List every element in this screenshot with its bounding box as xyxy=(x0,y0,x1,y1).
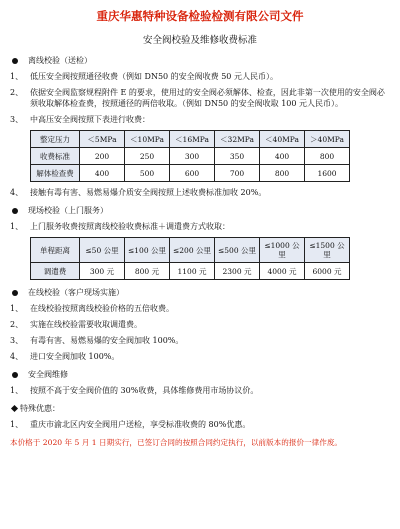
item-number: 1、 xyxy=(10,386,24,395)
item-number: 2、 xyxy=(10,320,24,329)
table-cell: 整定压力 xyxy=(31,131,80,148)
list-item xyxy=(10,303,390,314)
table-cell: 800 xyxy=(305,148,350,165)
table-cell: 500 xyxy=(125,165,170,182)
section-title: 离线校验（送检） xyxy=(28,56,92,65)
section-discount-heading xyxy=(10,403,390,414)
item-text: 中高压安全阀按照下表进行收费： xyxy=(30,115,150,124)
bullet-icon xyxy=(12,58,18,64)
table-row xyxy=(31,263,350,280)
table-cell: ≤1000 公里 xyxy=(260,238,305,263)
section-offline-heading xyxy=(10,55,390,66)
section-inline-heading xyxy=(10,287,390,298)
table-cell: 解体检查费 xyxy=(31,165,80,182)
list-item xyxy=(10,187,390,198)
table-cell: ＜32MPa xyxy=(215,131,260,148)
table-cell: 4000 元 xyxy=(260,263,305,280)
section-title: 特殊优惠： xyxy=(20,404,60,413)
list-item xyxy=(10,319,390,330)
dispatch-fee-table xyxy=(30,237,350,280)
table-cell: 250 xyxy=(125,148,170,165)
table-row xyxy=(31,165,350,182)
item-number: 1、 xyxy=(10,222,24,231)
list-item xyxy=(10,419,390,430)
list-item xyxy=(10,71,390,82)
bullet-icon xyxy=(12,290,18,296)
table-cell: 6000 元 xyxy=(305,263,350,280)
item-number: 1、 xyxy=(10,420,24,429)
table-cell: ≤100 公里 xyxy=(125,238,170,263)
table-cell: 1600 xyxy=(305,165,350,182)
table-cell: ≤1500 公里 xyxy=(305,238,350,263)
table-cell: 600 xyxy=(170,165,215,182)
item-text: 依据安全阀监察规程附件 E 的要求，使用过的安全阀必须解体、检查，因此非第一次使用的安全阀必须收取解体检查费，按照通径的两倍收取。（例如 DN50 的安全阀收取 100 元人民币）。 xyxy=(30,88,385,108)
table-cell: 400 xyxy=(260,148,305,165)
item-text: 进口安全阀加收 100%。 xyxy=(30,352,120,361)
table-cell: ＞40MPa xyxy=(305,131,350,148)
item-text: 按照不高于安全阀价值的 30%收费，具体维修费用市场协议价。 xyxy=(30,386,259,395)
table-cell: ＜5MPa xyxy=(80,131,125,148)
section-title: 安全阀维修 xyxy=(28,370,68,379)
table-cell: ＜40MPa xyxy=(260,131,305,148)
table-cell: 800 元 xyxy=(125,263,170,280)
table-cell: ＜16MPa xyxy=(170,131,215,148)
list-item xyxy=(10,221,390,232)
item-number: 4、 xyxy=(10,352,24,361)
table-row xyxy=(31,131,350,148)
item-text: 接触有毒有害、易燃易爆介质安全阀按照上述收费标准加收 20%。 xyxy=(30,188,267,197)
item-text: 在线校验按照离线校验价格的五倍收费。 xyxy=(30,304,174,313)
table-cell: 400 xyxy=(80,165,125,182)
list-item xyxy=(10,351,390,362)
list-item xyxy=(10,114,390,125)
section-onsite-heading xyxy=(10,205,390,216)
table-cell: 单程距离 xyxy=(31,238,80,263)
item-number: 1、 xyxy=(10,72,24,81)
bullet-icon xyxy=(12,208,18,214)
item-text: 低压安全阀按照通径收费（例如 DN50 的安全阀收费 50 元人民币）。 xyxy=(30,72,278,81)
table-cell: 700 xyxy=(215,165,260,182)
bullet-icon xyxy=(12,372,18,378)
table-cell: ≤50 公里 xyxy=(80,238,125,263)
table-row xyxy=(31,238,350,263)
item-text: 上门服务收费按照离线校验收费标准＋调遣费方式收取： xyxy=(30,222,230,231)
section-title: 在线校验（客户现场实施） xyxy=(28,288,124,297)
table-cell: 350 xyxy=(215,148,260,165)
document-subtitle: 安全阀校验及维修收费标准 xyxy=(142,35,257,46)
item-text: 实施在线校验需要收取调遣费。 xyxy=(30,320,142,329)
table-cell: 调遣费 xyxy=(31,263,80,280)
item-text: 重庆市渝北区内安全阀用户送检，享受标准收费的 80%优惠。 xyxy=(30,420,251,429)
table-cell: 收费标准 xyxy=(31,148,80,165)
list-item xyxy=(10,87,390,109)
section-title: 现场校验（上门服务） xyxy=(28,206,108,215)
item-number: 4、 xyxy=(10,188,24,197)
table-cell: ≤500 公里 xyxy=(215,238,260,263)
table-cell: 800 xyxy=(260,165,305,182)
company-title: 重庆华惠特种设备检验检测有限公司文件 xyxy=(96,9,304,23)
item-number: 1、 xyxy=(10,304,24,313)
table-cell: 200 xyxy=(80,148,125,165)
item-text: 有毒有害、易燃易爆的安全阀加收 100%。 xyxy=(30,336,184,345)
item-number: 2、 xyxy=(10,88,24,97)
table-cell: 300 xyxy=(170,148,215,165)
table-cell: ＜10MPa xyxy=(125,131,170,148)
list-item xyxy=(10,385,390,396)
table-cell: 2300 元 xyxy=(215,263,260,280)
pressure-fee-table xyxy=(30,130,350,182)
section-repair-heading xyxy=(10,369,390,380)
item-number: 3、 xyxy=(10,336,24,345)
table-cell: ≤200 公里 xyxy=(170,238,215,263)
table-cell: 1100 元 xyxy=(170,263,215,280)
list-item xyxy=(10,335,390,346)
table-cell: 300 元 xyxy=(80,263,125,280)
table-row xyxy=(31,148,350,165)
item-number: 3、 xyxy=(10,115,24,124)
diamond-bullet-icon xyxy=(11,405,18,412)
effective-date-note: 本价格于 2020 年 5 月 1 日期实行，已签订合同的按照合同约定执行，以前版本的报价一律作废。 xyxy=(10,438,343,447)
